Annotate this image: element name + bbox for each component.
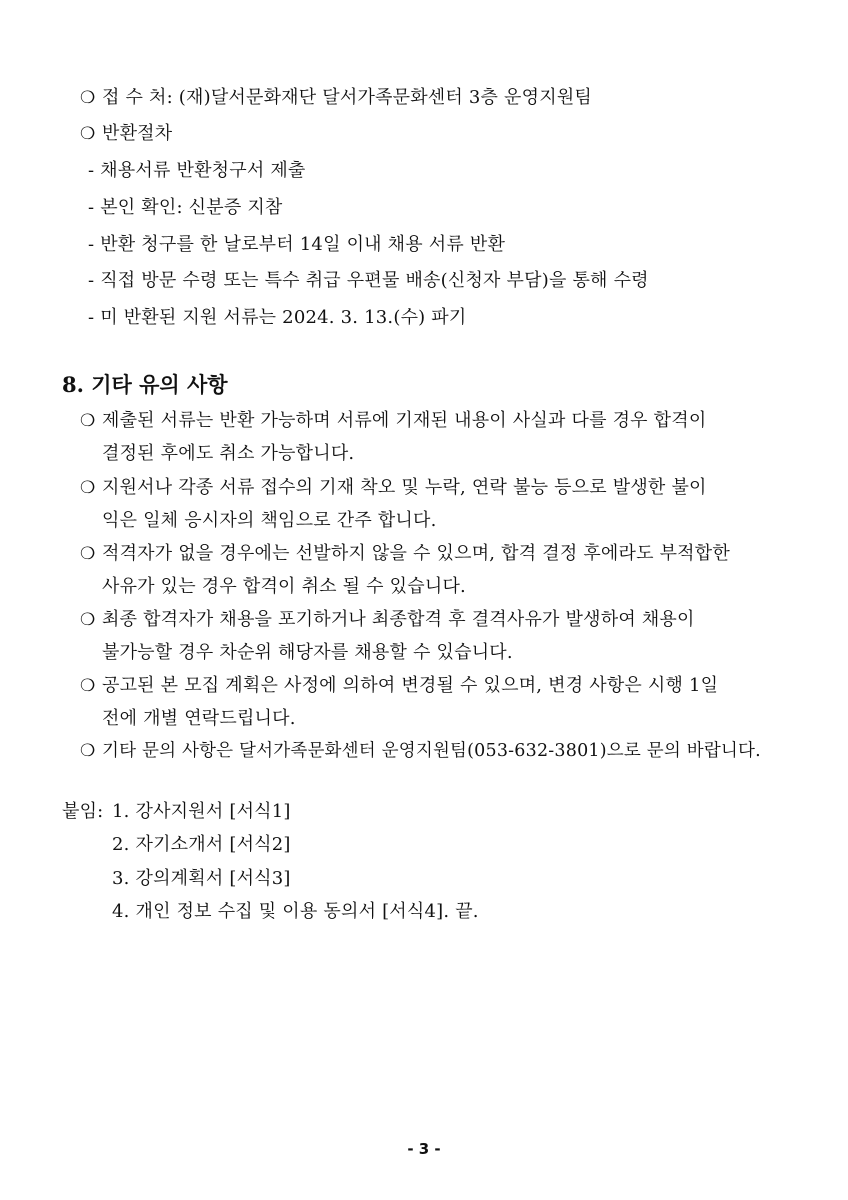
reception-line <box>80 86 592 110</box>
circle-bullet-icon: ❍ <box>80 610 96 630</box>
notice-item-4: ❍ 최종 합격자가 채용을 포기하거나 최종합격 후 결격사유가 발생하여 채용이 <box>80 609 695 630</box>
attachment-item: 4. 개인 정보 수집 및 이용 동의서 [서식4]. 끝. <box>112 901 479 922</box>
circle-bullet-icon: ❍ <box>80 676 96 696</box>
return-item: - 반환 청구를 한 날로부터 14일 이내 채용 서류 반환 <box>88 234 506 255</box>
return-item: - 미 반환된 지원 서류는 2024. 3. 13.(수) 파기 <box>88 307 467 328</box>
circle-bullet-icon: ❍ <box>80 411 96 431</box>
notice-item-2-cont: 익은 일체 응시자의 책임으로 간주 합니다. <box>102 510 437 531</box>
notice-item-3-cont: 사유가 있는 경우 합격이 취소 될 수 있습니다. <box>102 576 466 597</box>
circle-bullet-icon: ❍ <box>80 741 96 761</box>
notice-item-3: ❍ 적격자가 없을 경우에는 선발하지 않을 수 있으며, 합격 결정 후에라도 부적합한 <box>80 543 730 564</box>
return-procedure-title <box>80 122 172 146</box>
attachment-item: 3. 강의계획서 [서식3] <box>112 868 291 889</box>
attachment-item: 1. 강사지원서 [서식1] <box>112 801 291 822</box>
notice-item-1: ❍ 제출된 서류는 반환 가능하며 서류에 기재된 내용이 사실과 다를 경우 합격이 <box>80 410 707 431</box>
circle-bullet-icon: ❍ <box>80 544 96 564</box>
return-item: - 본인 확인: 신분증 지참 <box>88 197 283 218</box>
notice-item-1-cont: 결정된 후에도 취소 가능합니다. <box>102 443 355 464</box>
return-title-text: 반환절차 <box>102 123 173 144</box>
notice-item-6: ❍ 기타 문의 사항은 달서가족문화센터 운영지원팀(053-632-3801)으로 문의 바랍니다. <box>80 741 761 761</box>
notice-item-5-cont: 전에 개별 연락드립니다. <box>102 708 296 729</box>
circle-bullet-icon: ❍ <box>80 478 96 498</box>
attachment-item: 2. 자기소개서 [서식2] <box>112 834 291 855</box>
reception-text: 접 수 처: (재)달서문화재단 달서가족문화센터 3층 운영지원팀 <box>102 87 593 108</box>
circle-bullet-icon: ❍ <box>80 124 96 144</box>
return-item: - 채용서류 반환청구서 제출 <box>88 160 306 181</box>
attachments-label: 붙임: <box>62 801 104 822</box>
notice-item-5: ❍ 공고된 본 모집 계획은 사정에 의하여 변경될 수 있으며, 변경 사항은 시행 1일 <box>80 675 719 696</box>
page-number: - 3 - <box>407 1140 441 1158</box>
return-item: - 직접 방문 수령 또는 특수 취급 우편물 배송(신청자 부담)을 통해 수령 <box>88 270 649 291</box>
notice-item-2: ❍ 지원서나 각종 서류 접수의 기재 착오 및 누락, 연락 불능 등으로 발생한 불이 <box>80 477 707 498</box>
notice-item-4-cont: 불가능할 경우 차순위 해당자를 채용할 수 있습니다. <box>102 642 513 663</box>
section8-heading: 8. 기타 유의 사항 <box>62 372 228 397</box>
circle-bullet-icon: ❍ <box>80 88 96 108</box>
